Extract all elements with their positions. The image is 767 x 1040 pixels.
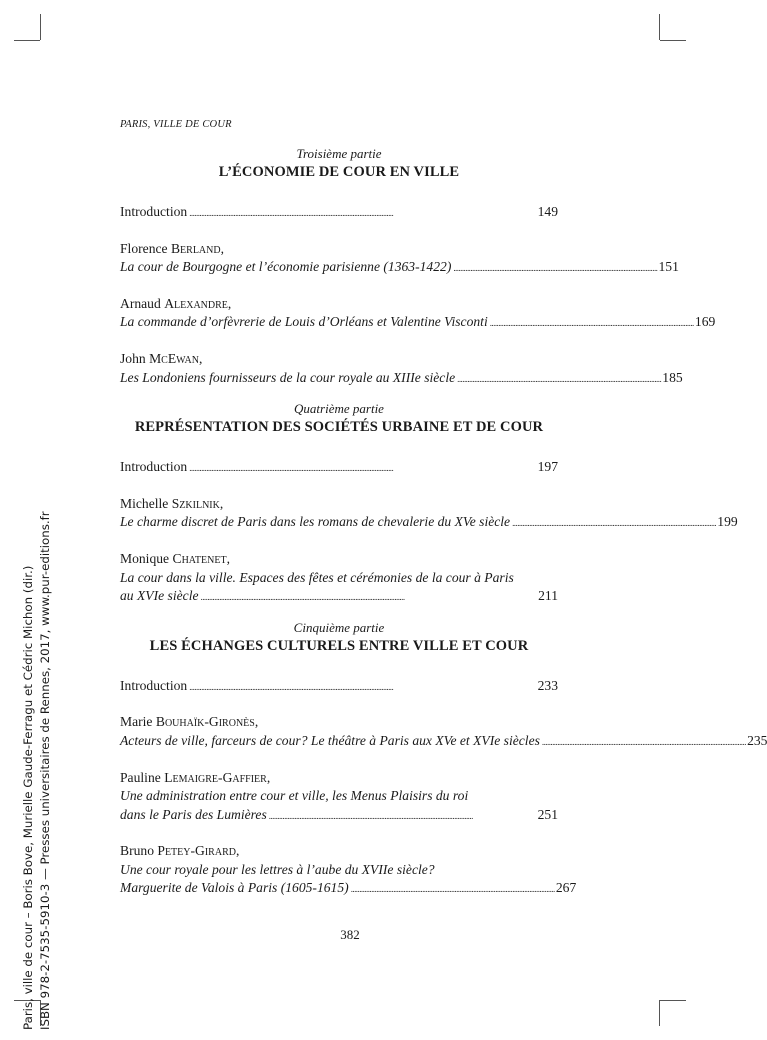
author: Arnaud Alexandre, [120, 295, 232, 311]
author-first-name: Pauline [120, 769, 161, 785]
entry-title-continued: dans le Paris des Lumières [120, 806, 267, 822]
author-first-name: Arnaud [120, 295, 161, 311]
crop-mark-top-right-h [660, 40, 686, 41]
author-first-name: Monique [120, 550, 170, 566]
entry-title: Introduction [120, 204, 188, 219]
entry-title: Une cour royale pour les lettres à l’aube du XVIIe siècle? [120, 861, 435, 877]
author: Monique Chatenet, [120, 550, 230, 566]
author-last-name: Berland [170, 240, 221, 256]
part-label: Troisième partie [296, 146, 382, 161]
toc-section [120, 401, 738, 607]
page-number: 382 [340, 927, 360, 942]
author-first-name: Marie [120, 714, 153, 730]
author-last-name: Szkilnik [171, 495, 220, 511]
page-ref: 199 [717, 514, 738, 530]
page-ref: 151 [658, 259, 679, 275]
toc-entry [120, 842, 577, 899]
entry-title-continued: au XVIe siècle [120, 588, 199, 604]
author: Marie Bouhaïk-Gironès, [120, 714, 259, 730]
crop-mark-top-right-v [659, 14, 660, 40]
author: Florence Berland, [120, 240, 224, 256]
dot-leader [351, 879, 554, 899]
entry-title: La cour de Bourgogne et l’économie parisienne (1363-1422) [120, 259, 452, 275]
crop-mark-top-left-h [14, 40, 40, 41]
entry-title: Acteurs de ville, farceurs de cour? Le théâtre à Paris aux XVe et XVIe siècles [120, 732, 540, 748]
toc-entry [120, 458, 558, 478]
author: Bruno Petey-Girard, [120, 843, 240, 859]
dot-leader [457, 369, 660, 389]
page-ref: 185 [662, 369, 683, 385]
page-ref: 149 [537, 204, 558, 219]
side-credit [20, 511, 54, 1030]
dot-leader [512, 513, 715, 533]
crop-mark-bottom-right-v [659, 1000, 660, 1026]
author-last-name: McEwan [149, 350, 199, 366]
side-credit-line-2: ISBN 978-2-7535-5910-3 — Presses universitaires de Rennes, 2017, www.pur-editions.fr [38, 511, 52, 1030]
entry-title: Introduction [120, 459, 188, 475]
page-ref: 233 [537, 677, 558, 693]
entry-title: Une administration entre cour et ville, les Menus Plaisirs du roi [120, 788, 469, 804]
dot-leader [490, 313, 693, 333]
toc-entry [120, 295, 716, 333]
entry-title: Introduction [120, 677, 188, 693]
toc-entry [120, 677, 558, 697]
toc-section [120, 619, 767, 899]
author: John McEwan, [120, 350, 203, 366]
author-last-name: Lemaigre-Gaffier [164, 769, 267, 785]
dot-leader [189, 677, 535, 697]
page-ref: 267 [555, 880, 577, 896]
dot-leader [453, 258, 656, 278]
dot-leader [189, 458, 535, 478]
dot-leader [189, 203, 535, 223]
author-first-name: John [120, 350, 146, 366]
page-ref: 169 [694, 314, 716, 330]
author-last-name: Bouhaïk-Gironès [155, 714, 255, 730]
author-first-name: Bruno [120, 843, 154, 859]
running-head: PARIS, VILLE DE COUR [120, 119, 232, 130]
dot-leader [269, 806, 536, 826]
toc-entry [120, 203, 558, 223]
toc-entry [120, 550, 558, 607]
author-last-name: Chatenet [172, 550, 227, 566]
part-label: Quatrième partie [294, 401, 384, 417]
entry-title-continued: Marguerite de Valois à Paris (1605-1615) [120, 880, 349, 896]
toc-entry [120, 350, 683, 388]
toc-entry [120, 495, 738, 533]
author-last-name: Alexandre [164, 295, 228, 311]
part-title: L’ÉCONOMIE DE COUR EN VILLE [218, 164, 460, 180]
author: Pauline Lemaigre-Gaffier, [120, 769, 271, 785]
dot-leader [201, 587, 537, 607]
page-ref: 211 [538, 588, 558, 604]
part-label: Cinquième partie [293, 619, 385, 635]
toc-section [120, 146, 716, 388]
author-first-name: Michelle [120, 495, 169, 511]
crop-mark-bottom-right-h [660, 1000, 686, 1001]
part-title: REPRÉSENTATION DES SOCIÉTÉS URBAINE ET DE COUR [134, 419, 544, 436]
entry-title: Les Londoniens fournisseurs de la cour royale au XIIIe siècle [120, 369, 456, 385]
dot-leader [542, 732, 745, 752]
entry-title: La commande d’orfèvrerie de Louis d’Orléans et Valentine Visconti [120, 314, 488, 330]
page-ref: 251 [537, 806, 558, 822]
entry-title: La cour dans la ville. Espaces des fêtes et cérémonies de la cour à Paris [120, 569, 514, 585]
toc-entry [120, 769, 558, 826]
entry-title: Le charme discret de Paris dans les romans de chevalerie du XVe siècle [120, 514, 511, 530]
side-credit-line-1: Paris, ville de cour – Boris Bove, Murielle Gaude-Ferragu et Cédric Michon (dir.) [21, 565, 35, 1030]
author: Michelle Szkilnik, [120, 495, 224, 511]
toc-entry [120, 240, 679, 278]
crop-mark-top-left-v [40, 14, 41, 40]
toc-entry [120, 713, 767, 751]
page-ref: 197 [537, 459, 558, 475]
table-of-contents [120, 146, 767, 916]
author-first-name: Florence [120, 240, 168, 256]
page-ref: 235 [747, 732, 767, 748]
part-title: LES ÉCHANGES CULTURELS ENTRE VILLE ET COUR [149, 637, 529, 654]
author-last-name: Petey-Girard [157, 843, 236, 859]
